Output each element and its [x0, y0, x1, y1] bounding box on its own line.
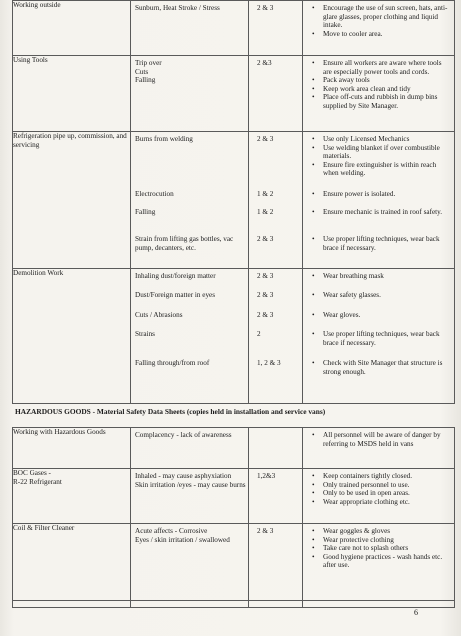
controls-list	[303, 330, 454, 347]
activity-cell	[13, 1, 131, 56]
hazard-text: Falling	[135, 76, 156, 85]
risk-rating: 2 & 3	[257, 311, 274, 319]
hazard-cell	[131, 469, 249, 524]
controls-list	[303, 135, 454, 178]
control-item: • Move to cooler area.	[323, 30, 452, 39]
risk-cell	[249, 428, 303, 469]
risk-rating: 1 & 2	[257, 190, 274, 198]
control-item: • All personnel will be aware of danger by referring to MSDS held in vans	[323, 431, 452, 448]
hazard-text: Sunburn, Heat Stroke / Stress	[135, 4, 220, 12]
hazard-text: Trip over	[135, 59, 162, 67]
table-row	[13, 132, 455, 269]
controls-cell	[303, 524, 455, 608]
hazard-text: Strains	[135, 330, 155, 338]
activity-cell	[13, 269, 131, 404]
controls-block	[303, 235, 454, 252]
controls-block	[303, 59, 454, 111]
control-item: • Use only Licensed Mechanics	[323, 135, 452, 144]
risk-rating: 2 & 3	[257, 4, 274, 12]
activity-label: Refrigeration pipe up, commission, and servicing	[13, 132, 127, 149]
hazard-text: Electrocution	[135, 190, 174, 198]
hazard-block	[131, 208, 248, 217]
activity-cell	[13, 469, 131, 524]
hazard-block	[131, 235, 248, 252]
controls-block	[303, 208, 454, 217]
controls-cell	[303, 56, 455, 132]
controls-list	[303, 359, 454, 376]
hazard-cell	[131, 269, 249, 404]
hazard-text: Acute affects - Corrosive	[135, 527, 208, 535]
risk-rating: 2 & 3	[257, 135, 274, 143]
hazard-block	[131, 190, 248, 199]
table-row	[13, 428, 455, 469]
hazard-block	[131, 527, 248, 544]
control-item: • Place off-cuts and rubbish in dump bins supplied by Site Manager.	[323, 93, 452, 110]
control-item: • Wear appropriate clothing etc.	[323, 498, 452, 507]
control-item: • Ensure power is isolated.	[323, 190, 452, 199]
controls-list	[303, 208, 454, 217]
control-item: • Good hygiene practices - wash hands etc. after use.	[323, 553, 452, 570]
control-item: • Only trained personnel to use.	[323, 481, 452, 490]
hazard-block	[131, 311, 248, 320]
hazard-cell	[131, 132, 249, 269]
hazardous-goods-heading: HAZARDOUS GOODS - Material Safety Data Sheets (copies held in installation and service vans)	[15, 407, 326, 416]
controls-list	[303, 291, 454, 300]
hazard-block	[131, 359, 248, 368]
hazard-block	[131, 135, 248, 144]
hazard-block	[131, 472, 248, 489]
control-item: • Wear goggles & gloves	[323, 527, 452, 536]
controls-list	[303, 527, 454, 570]
controls-cell	[303, 269, 455, 404]
risk-cell	[249, 56, 303, 132]
control-item: • Wear gloves.	[323, 311, 452, 320]
hazard-block	[131, 59, 248, 85]
risk-rating: 2 & 3	[257, 291, 274, 299]
controls-block	[303, 4, 454, 38]
risk-cell	[249, 524, 303, 608]
controls-list	[303, 311, 454, 320]
control-item: • Keep containers tightly closed.	[323, 472, 452, 481]
hazard-text: Burns from welding	[135, 135, 193, 143]
hazard-text: Falling through/from roof	[135, 359, 210, 367]
controls-block	[303, 311, 454, 320]
hazard-cell	[131, 56, 249, 132]
controls-list	[303, 190, 454, 199]
hazard-text: Falling	[135, 208, 156, 216]
controls-list	[303, 235, 454, 252]
hazard-block	[131, 4, 248, 13]
controls-cell	[303, 132, 455, 269]
risk-rating: 1,2&3	[257, 472, 276, 480]
activity-cell	[13, 56, 131, 132]
controls-block	[303, 472, 454, 506]
hazard-text: Cuts	[135, 67, 149, 76]
control-item: • Ensure fire extinguisher is within reach when welding.	[323, 161, 452, 178]
hazard-cell	[131, 1, 249, 56]
control-item: • Use proper lifting techniques, wear back brace if necessary.	[323, 330, 452, 347]
control-item: • Use welding blanket if over combustible materials.	[323, 144, 452, 161]
risk-cell	[249, 469, 303, 524]
hazard-cell	[131, 428, 249, 469]
controls-block	[303, 291, 454, 300]
risk-rating: 1 & 2	[257, 208, 274, 216]
activity-label: Working outside	[13, 1, 61, 9]
controls-block	[303, 330, 454, 347]
risk-table-hazardous-goods	[12, 427, 455, 608]
hazard-block	[131, 330, 248, 339]
activity-label: BOC Gases - R-22 Refrigerant	[13, 469, 62, 486]
controls-cell	[303, 1, 455, 56]
risk-rating: 2 &3	[257, 59, 272, 67]
controls-block	[303, 190, 454, 199]
control-item: • Ensure mechanic is trained in roof safety.	[323, 208, 452, 217]
hazard-text: Cuts / Abrasions	[135, 311, 183, 319]
activity-cell	[13, 524, 131, 608]
risk-rating: 2 & 3	[257, 235, 274, 243]
controls-block	[303, 272, 454, 281]
controls-cell	[303, 469, 455, 524]
activity-label: Demolition Work	[13, 269, 64, 277]
risk-rating: 2	[257, 330, 261, 338]
table-row	[13, 1, 455, 56]
hazard-text: Eyes / skin irritation / swallowed	[135, 535, 230, 544]
activity-label: Using Tools	[13, 56, 48, 64]
hazard-text: Strain from lifting gas bottles, vac pump, decanters, etc.	[135, 235, 234, 252]
controls-list	[303, 4, 454, 38]
table-row	[13, 56, 455, 132]
control-item: • Check with Site Manager that structure is strong enough.	[323, 359, 452, 376]
controls-list	[303, 59, 454, 111]
hazard-text: Complacency - lack of awareness	[135, 431, 232, 439]
control-item: • Take care not to splash others	[323, 544, 452, 553]
table-row	[13, 524, 455, 608]
risk-rating: 1, 2 & 3	[257, 359, 281, 367]
risk-table-general	[12, 0, 455, 404]
activity-cell	[13, 428, 131, 469]
controls-block	[303, 359, 454, 376]
control-item: • Keep work area clean and tidy	[323, 85, 452, 94]
hazard-text: Inhaled - may cause asphyxiation	[135, 472, 232, 480]
hazard-block	[131, 431, 248, 440]
controls-block	[303, 135, 454, 178]
control-item: • Use proper lifting techniques, wear back brace if necessary.	[323, 235, 452, 252]
control-item: • Wear breathing mask	[323, 272, 452, 281]
activity-cell	[13, 132, 131, 269]
page-number: 6	[414, 608, 418, 617]
control-item: • Wear protective clothing	[323, 536, 452, 545]
control-item: • Only to be used in open areas.	[323, 489, 452, 498]
controls-block	[303, 431, 454, 448]
risk-rating: 2 & 3	[257, 527, 274, 535]
control-item: • Pack away tools	[323, 76, 452, 85]
controls-list	[303, 272, 454, 281]
table-bottom-rule	[12, 600, 454, 601]
hazard-text: Inhaling dust/foreign matter	[135, 272, 216, 280]
table-row	[13, 469, 455, 524]
activity-label: Coil & Filter Cleaner	[13, 524, 75, 532]
table-row	[13, 269, 455, 404]
risk-rating: 2 & 3	[257, 272, 274, 280]
hazard-block	[131, 291, 248, 300]
risk-cell	[249, 132, 303, 269]
hazard-cell	[131, 524, 249, 608]
controls-list	[303, 472, 454, 506]
hazard-text: Dust/Foreign matter in eyes	[135, 291, 216, 299]
control-item: • Wear safety glasses.	[323, 291, 452, 300]
hazard-text: Skin irritation /eyes - may cause burns	[135, 480, 246, 489]
activity-label: Working with Hazardous Goods	[13, 428, 106, 436]
control-item: • Ensure all workers are aware where tools are especially power tools and cords.	[323, 59, 452, 76]
controls-cell	[303, 428, 455, 469]
risk-cell	[249, 1, 303, 56]
control-item: • Encourage the use of sun screen, hats, anti-glare glasses, proper clothing and liquid intake.	[323, 4, 452, 30]
controls-list	[303, 431, 454, 448]
controls-block	[303, 527, 454, 570]
hazard-block	[131, 272, 248, 281]
risk-cell	[249, 269, 303, 404]
